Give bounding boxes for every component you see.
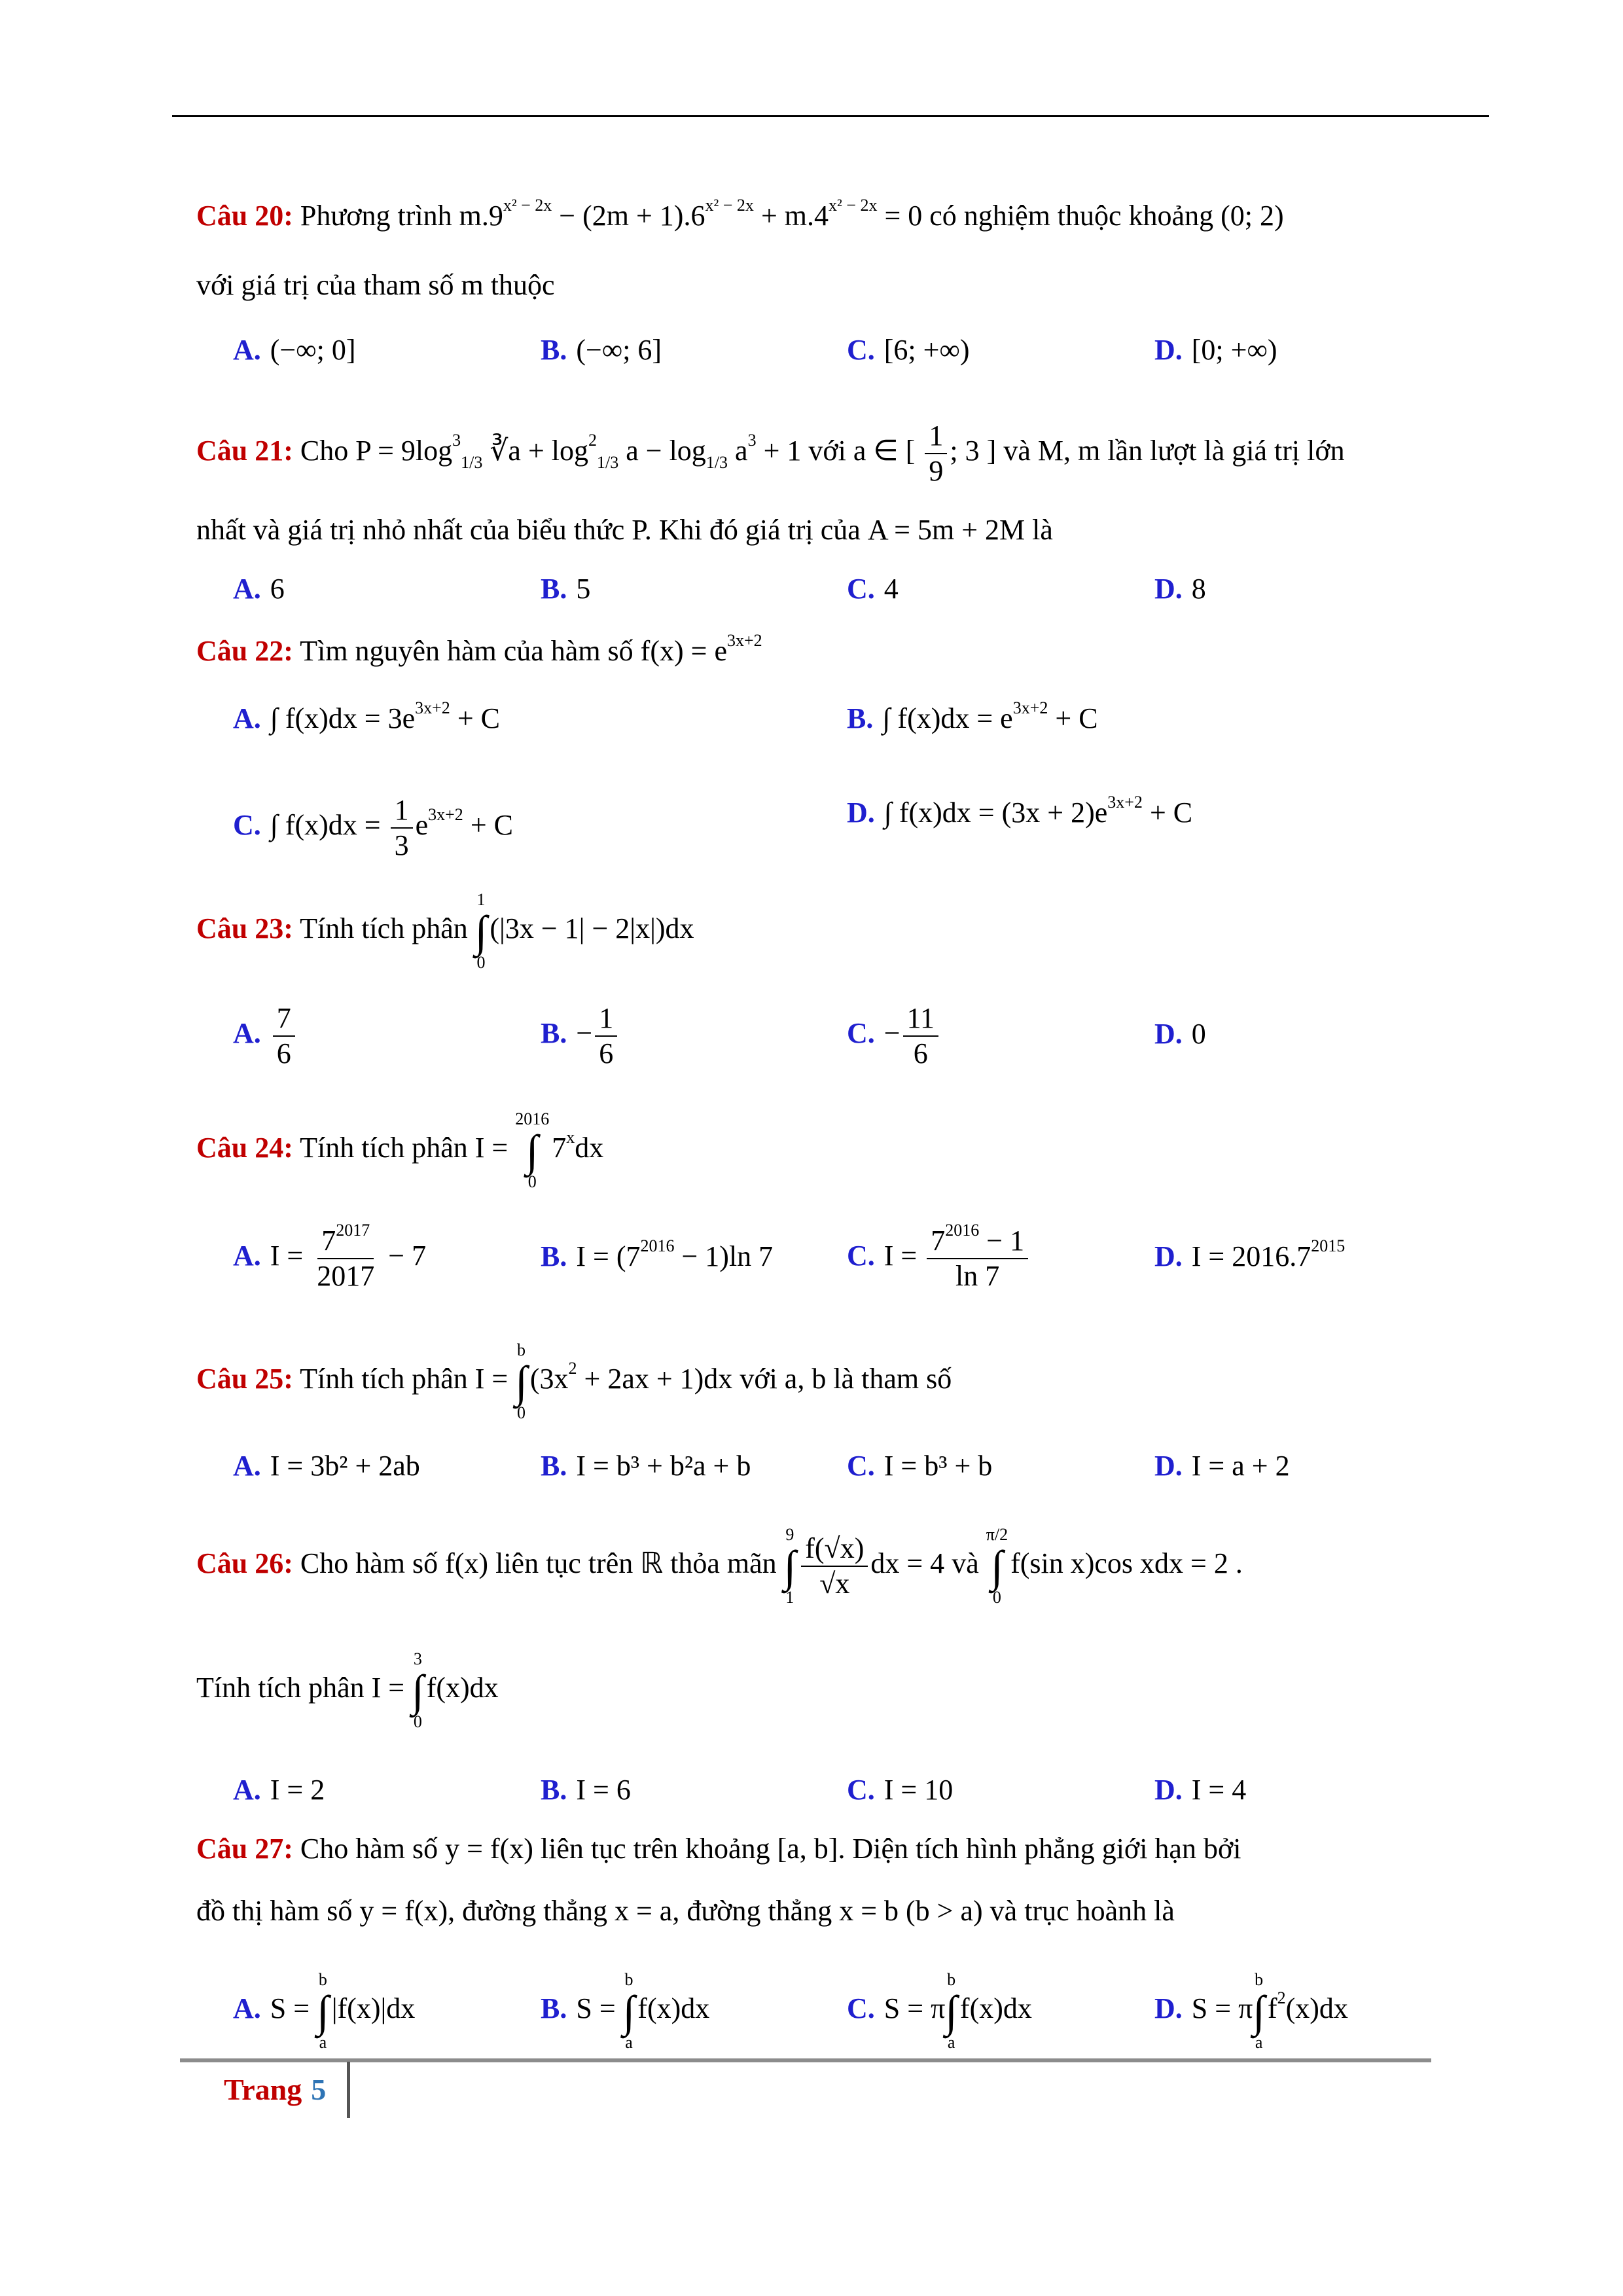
- question-lead: Cho: [300, 435, 349, 467]
- question-21: [196, 419, 1427, 488]
- question-lead: Phương trình: [300, 200, 452, 232]
- option-c[interactable]: C. ∫ f(x)dx = $\frac{1}{3}$ $e^{3x+2} + C$: [233, 794, 513, 861]
- option-c[interactable]: C. S = π b ∫ a f(x)dx: [847, 1970, 1032, 2052]
- page-number: 5: [311, 2073, 327, 2106]
- option-b[interactable]: B. S = b ∫ a f(x)dx: [541, 1970, 710, 2052]
- option-a[interactable]: A. (−∞; 0]: [233, 334, 356, 366]
- option-d[interactable]: D. I = 4: [1154, 1774, 1247, 1806]
- option-a[interactable]: A. I = 3b² + 2ab: [233, 1450, 420, 1482]
- option-a[interactable]: A. $\frac{7}{6}$: [233, 1001, 298, 1071]
- question-text: và M, m lần lượt là giá trị lớn: [1003, 435, 1345, 467]
- option-d[interactable]: D. ∫ $f(x)dx = (3x + 2)e^{3x+2} + C$: [847, 793, 1193, 829]
- question-26: Câu 26: Cho hàm số f(x) liên tục trên ℝ thỏa mãn 9 ∫ 1 $\frac{f(√x)}{√x}$ dx = 4 và π/2 ∫ 0 f(sin x)cos xdx = 2 .: [196, 1525, 1243, 1607]
- interval: (0; 2): [1221, 200, 1284, 232]
- option-a[interactable]: A. S = b ∫ a |f(x)|dx: [233, 1970, 416, 2052]
- question-20: [196, 196, 1427, 236]
- question-24: Câu 24: Tính tích phân I = 2016 ∫ 0 7$^x$dx: [196, 1109, 604, 1191]
- option-b[interactable]: B. I = 6: [541, 1774, 631, 1806]
- question-text: có nghiệm thuộc khoảng: [929, 200, 1214, 232]
- option-c[interactable]: C. I = $\frac{7^{2016} - 1}{\ln 7}$: [847, 1224, 1031, 1293]
- integral: I = 2016 ∫ 0 7$^x$dx: [474, 1109, 604, 1191]
- page-footer: [224, 2072, 326, 2107]
- option-a[interactable]: A. I = 2: [233, 1774, 325, 1806]
- question-22: Câu 22: Tìm nguyên hàm của hàm số $f(x) = e^{3x+2}$: [196, 631, 762, 667]
- integral-1: 9 ∫ 1 $\frac{f(√x)}{√x}$ dx = 4: [783, 1525, 945, 1607]
- option-b[interactable]: B. − $\frac{1}{6}$: [541, 1001, 620, 1071]
- expression-p: $P = 9\log^3_{1/3}$ ∛a + $\log^2_{1/3} a - \log_{1/3} a^3 + 1$: [355, 431, 809, 473]
- question-label: Câu 21:: [196, 435, 293, 467]
- integral: I = b ∫ 0 $(3x^2 + 2ax + 1)dx$: [474, 1340, 740, 1422]
- option-b[interactable]: B. 5: [541, 573, 591, 605]
- option-b[interactable]: B. (−∞; 6]: [541, 334, 662, 366]
- option-b[interactable]: B. I = b³ + b²a + b: [541, 1450, 751, 1482]
- top-rule: [172, 115, 1489, 117]
- domain: a ∈ [ $\frac{1}{9}$ ; 3 ]: [853, 420, 1004, 487]
- footer-rule: [180, 2058, 1431, 2062]
- option-c[interactable]: C. I = b³ + b: [847, 1450, 993, 1482]
- question-26-line2: Tính tích phân I = 3 ∫ 0 f(x)dx: [196, 1649, 499, 1731]
- option-c[interactable]: C. − $\frac{11}{6}$: [847, 1001, 941, 1071]
- option-d[interactable]: D. S = π b ∫ a $f^2(x)dx$: [1154, 1970, 1348, 2052]
- option-b[interactable]: B. $I = (7^{2016} - 1)\ln$ 7: [541, 1236, 774, 1272]
- question-27-line2: đồ thị hàm số y = f(x), đường thẳng x = a, đường thẳng x = b (b > a) và trục hoành là: [196, 1895, 1175, 1927]
- question-27: Câu 27: Cho hàm số y = f(x) liên tục trên khoảng [a, b]. Diện tích hình phẳng giới hạn bởi: [196, 1833, 1241, 1865]
- option-a[interactable]: A. ∫ $f(x)dx = 3e^{3x+2} + C$: [233, 698, 500, 734]
- question-21-line2: nhất và giá trị nhỏ nhất của biểu thức P. Khi đó giá trị của A = 5m + 2M là: [196, 514, 1053, 546]
- question-text: với: [808, 435, 846, 467]
- question-label: Câu 20:: [196, 200, 293, 232]
- option-c[interactable]: C. 4: [847, 573, 899, 605]
- option-c[interactable]: C. I = 10: [847, 1774, 954, 1806]
- integral-2: π/2 ∫ 0 f(sin x)cos xdx = 2 .: [986, 1525, 1243, 1607]
- option-d[interactable]: D. $I = 2016.7^{2015}$: [1154, 1236, 1346, 1272]
- question-25: Câu 25: Tính tích phân I = b ∫ 0 $(3x^2 + 2ax + 1)dx$ với a, b là tham số: [196, 1340, 952, 1422]
- function-def: $f(x) = e^{3x+2}$: [640, 631, 762, 667]
- option-d[interactable]: D. I = a + 2: [1154, 1450, 1290, 1482]
- question-23: Câu 23: Tính tích phân 1 ∫ 0 (|3x − 1| − 2|x|)dx: [196, 890, 694, 972]
- option-d[interactable]: D. [0; +∞): [1154, 334, 1277, 366]
- option-a[interactable]: A. I = $\frac{7^{2017}}{2017}$ − 7: [233, 1221, 427, 1292]
- option-d[interactable]: D. 8: [1154, 573, 1206, 605]
- option-a[interactable]: A. 6: [233, 573, 285, 605]
- integral: 1 ∫ 0 (|3x − 1| − 2|x|)dx: [474, 890, 694, 972]
- equation: $m.9^{x^2 - 2x} - (2m + 1).6^{x^2 - 2x} + m.4^{x^2 - 2x} = 0$: [459, 196, 930, 232]
- option-c[interactable]: C. [6; +∞): [847, 334, 970, 366]
- question-20-line2: với giá trị của tham số m thuộc: [196, 269, 555, 301]
- footer-divider: [347, 2062, 350, 2118]
- option-d[interactable]: D. 0: [1154, 1018, 1206, 1050]
- option-b[interactable]: B. ∫ $f(x)dx = e^{3x+2} + C$: [847, 698, 1098, 734]
- footer-label: Trang: [224, 2073, 302, 2106]
